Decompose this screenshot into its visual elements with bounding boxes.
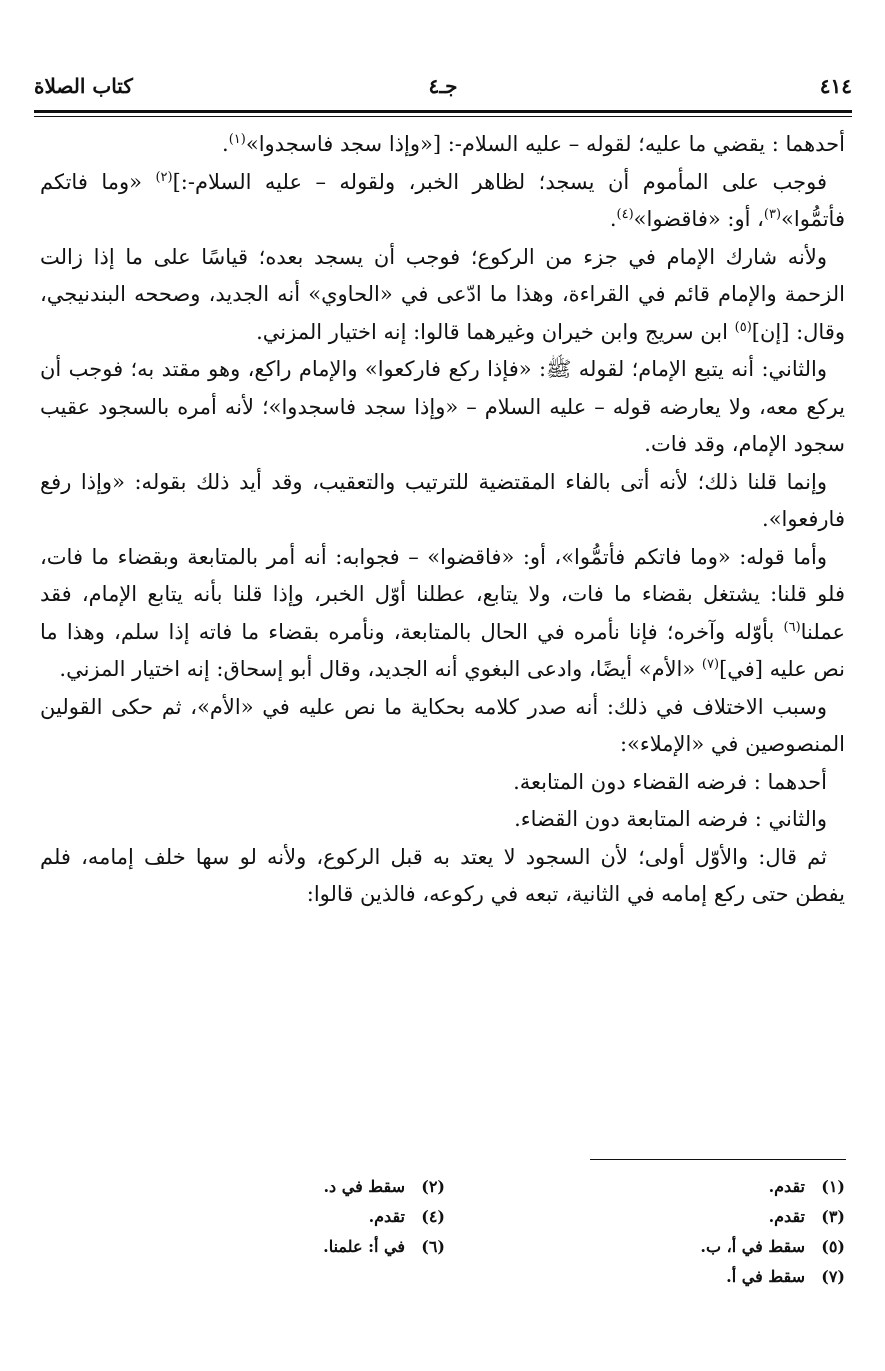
- footnote-4: (٤)تقدم.: [368, 1207, 445, 1226]
- paragraph-7: وسبب الاختلاف في ذلك: أنه صدر كلامه بحكاية ما نص عليه في «الأم»، ثم حكى القولين المنصوصين في «الإملاء»:: [40, 694, 845, 756]
- footnote-1: (١)تقدم.: [768, 1177, 845, 1196]
- footnote-divider: [590, 1159, 846, 1160]
- header-rule-thin: [34, 116, 852, 117]
- paragraph-10: ثم قال: والأوّل أولى؛ لأن السجود لا يعتد به قبل الركوع، ولأنه لو سها خلف إمامه، فلم يفطن حتى ركع إمامه في الثانية، تبعه في ركوعه، فالذين قالوا:: [40, 844, 845, 906]
- page-header: [34, 74, 852, 108]
- footnote-ref-6: (٦): [783, 619, 801, 635]
- footnote-ref-2: (٢): [155, 169, 173, 185]
- paragraph-3: ولأنه شارك الإمام في جزء من الركوع؛ فوجب أن يسجد بعده؛ قياسًا على ما إذا زالت الزحمة والإمام قائم في القراءة، وهذا ما ادّعى في «الحاوي» أنه الجديد، وصححه البندنيجي، وقال: [إن]$^{(٥)}$ ابن سريج وابن خيران وغيرهما قالوا: إنه اختيار المزني.: [40, 244, 845, 344]
- footnote-ref-7: (٧): [701, 657, 720, 672]
- footnote-6: (٦)في أ: علمنا.: [323, 1237, 445, 1256]
- paragraph-2: فوجب على المأموم أن يسجد؛ لظاهر الخبر، ولقوله – عليه السلام-:]$^{(٢)}$ «وما فاتكم فأتمُّوا»$^{(٣)}$، أو: «فاقضوا»$^{(٤)}$.: [40, 169, 845, 231]
- page-number: ٤١٤: [819, 74, 852, 98]
- paragraph-5: وإنما قلنا ذلك؛ لأنه أتى بالفاء المقتضية للترتيب والتعقيب، وقد أيد ذلك بقوله: «وإذا رفع فارفعوا».: [40, 469, 845, 531]
- book-title: كتاب الصلاة: [34, 74, 133, 98]
- header-rule-thick: [34, 110, 852, 113]
- footnotes: [40, 1172, 845, 1292]
- volume-label: جـ٤: [428, 74, 458, 98]
- paragraph-8: أحدهما : فرضه القضاء دون المتابعة.: [513, 769, 827, 794]
- paragraph-4: والثاني: أنه يتبع الإمام؛ لقوله ﷺ: «فإذا ركع فاركعوا» والإمام راكع، وهو مقتد به؛ فوجب أن يركع معه، ولا يعارضه قوله – عليه السلام – «وإذا سجد فاسجدوا»؛ لأنه أمره بالسجود عقيب سجود الإمام، وقد فات.: [40, 357, 845, 456]
- footnote-ref-3: (٣): [763, 207, 782, 222]
- footnote-ref-4: (٤): [616, 207, 634, 222]
- footnote-7: (٧)سقط في أ.: [726, 1267, 845, 1286]
- footnote-ref-1: (١): [228, 132, 246, 147]
- main-text: [40, 126, 845, 914]
- footnote-2: (٢)سقط في د.: [323, 1177, 445, 1196]
- paragraph-9: والثاني : فرضه المتابعة دون القضاء.: [514, 807, 827, 831]
- footnote-ref-5: (٥): [734, 319, 752, 335]
- footnote-3: (٣)تقدم.: [768, 1207, 845, 1226]
- footnote-5: (٥)سقط في أ، ب.: [700, 1237, 845, 1256]
- paragraph-6: وأما قوله: «وما فاتكم فأتمُّوا»، أو: «فاقضوا» – فجوابه: أنه أمر بالمتابعة وبقضاء ما فات، فلو قلنا: يشتغل بقضاء ما فات، ولا يتابع، عطلنا أوّل الخبر، وإذا قلنا بأنه يتابع الإمام، فقد عملنا$^{(٦)}$ بأوّله وآخره؛ فإنا نأمره في الحال بالمتابعة، ونأمره بقضاء ما فاته إذا سلم، وهذا ما نص عليه [في]$^{(٧)}$ «الأم» أيضًا، وادعى البغوي أنه الجديد، وقال أبو إسحاق: إنه اختيار المزني.: [40, 544, 845, 681]
- paragraph-1: أحدهما : يقضي ما عليه؛ لقوله – عليه السلام-: [«وإذا سجد فاسجدوا»$^{(١)}$.: [222, 132, 845, 156]
